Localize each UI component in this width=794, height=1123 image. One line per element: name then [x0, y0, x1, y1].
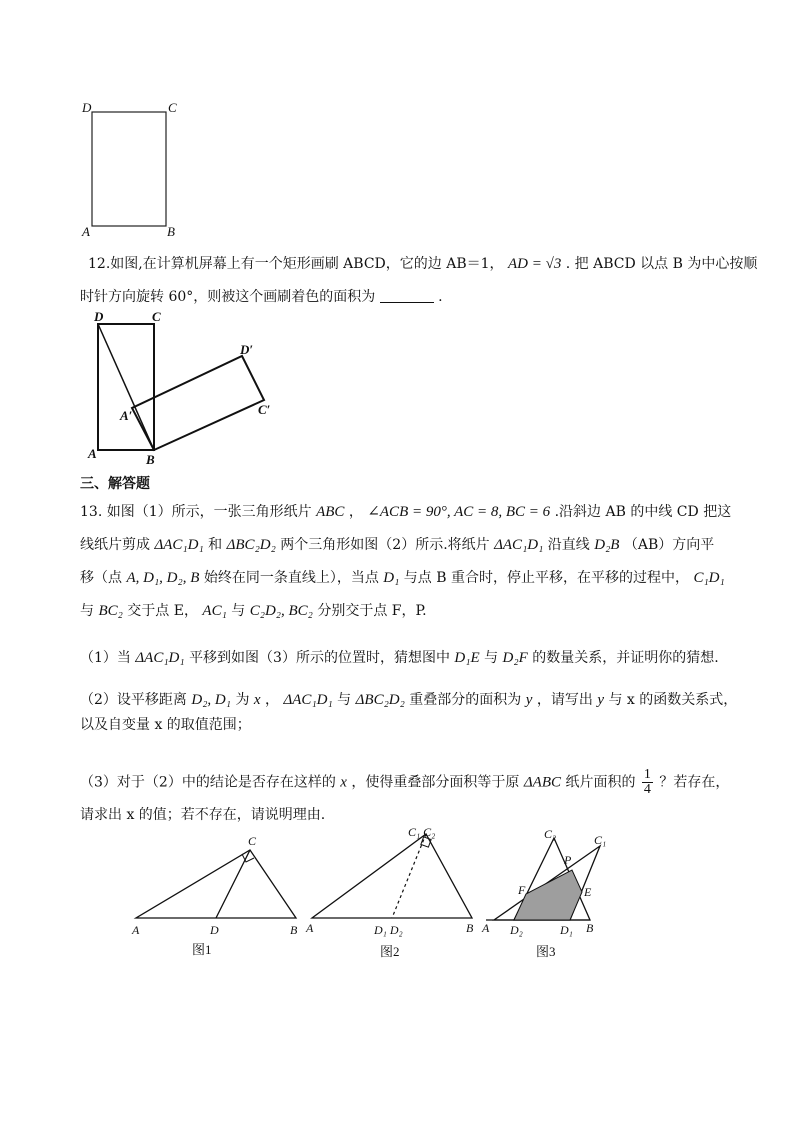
q12-text-b: . 把 ABCD 以点 B 为中心按顺	[565, 256, 758, 272]
q12-math-ad: AD = √3	[507, 256, 562, 272]
fig3-D1: D₁	[560, 923, 573, 937]
p3-a: （3）对于（2）中的结论是否存在这样的	[80, 774, 336, 791]
fig12-C: C	[152, 309, 161, 324]
p2-m2: x	[253, 692, 261, 708]
p3-c: 纸片面积的	[565, 774, 636, 791]
q13-l2-e: （AB）方向平	[623, 537, 715, 553]
q13-l2-m1: ΔAC₁D₁	[154, 537, 204, 553]
fig3-C1: C₁	[594, 833, 607, 847]
figure-3	[480, 826, 620, 966]
q13-l2-d: 沿直线	[547, 537, 590, 553]
fig2-B: B	[466, 921, 474, 935]
fig1-caption: 图1	[192, 942, 212, 957]
q12-line1	[88, 254, 757, 274]
fig2-caption: 图2	[380, 944, 400, 959]
fig1-triangle-abc	[136, 850, 296, 918]
q13-l3-m2: D₁	[383, 570, 400, 586]
q13-l1-m1: ABC	[316, 504, 345, 520]
frac-num: 1	[643, 767, 651, 782]
fraction-one-quarter	[642, 768, 653, 797]
frac-den: 4	[643, 782, 651, 797]
label-C: C	[168, 100, 177, 115]
q13-line3	[80, 568, 725, 588]
label-D: D	[82, 100, 92, 115]
q12-text-a: 12.如图,在计算机屏幕上有一个矩形画刷 ABCD，它的边 AB＝1，	[88, 256, 504, 272]
fig12-D: D	[94, 309, 104, 324]
q13-part1	[80, 648, 719, 668]
q13-l4-c: 与	[231, 603, 246, 619]
q13-l4-b: 交于点 E，	[127, 603, 198, 619]
fig12-B: B	[146, 452, 155, 467]
q13-l2-m3: ΔAC₁D₁	[494, 537, 544, 553]
rectangle-abcd	[92, 112, 166, 226]
fig3-A: A	[482, 921, 490, 935]
q13-l3-b: 始终在同一条直线上），当点	[203, 570, 379, 586]
fig3-E: E	[584, 885, 592, 899]
fig12-Dp: D′	[240, 342, 254, 357]
p2-g: 与 x 的函数关系式，	[608, 692, 738, 708]
q13-l4-m3: C₂D₂, BC₂	[249, 603, 313, 619]
p1-b: 平移到如图（3）所示的位置时，猜想图中	[189, 650, 450, 666]
q13-l3-m1: A, D₁, D₂, B	[126, 570, 200, 586]
figure-2	[304, 826, 484, 966]
q13-l2-m2: ΔBC₂D₂	[226, 537, 276, 553]
fig3-caption: 图3	[536, 944, 556, 959]
p2-a: （2）设平移距离	[80, 692, 187, 708]
q12-text-d: .	[438, 289, 443, 305]
p3-b: ，使得重叠部分面积等于原	[351, 774, 520, 791]
q12-text-c: 时针方向旋转 60°，则被这个画刷着色的面积为	[80, 289, 376, 305]
p2-m1: D₂, D₁	[191, 692, 231, 708]
fig1-D: D	[210, 923, 219, 937]
p1-d: 的数量关系，并证明你的猜想.	[532, 650, 719, 666]
q13-l2-m4: D₂B	[594, 537, 620, 553]
fig3-F: F	[518, 883, 526, 897]
q13-line4	[80, 601, 427, 621]
p2-d: 与	[337, 692, 352, 708]
q13-line1	[80, 502, 731, 522]
fig1-C: C	[248, 834, 257, 848]
q13-l1-c: .沿斜边 AB 的中线 CD 把这	[554, 504, 732, 520]
q13-part3-line2: 请求出 x 的值；若不存在，请说明理由.	[80, 807, 326, 823]
q13-l2-b: 和	[208, 537, 223, 553]
figure-1	[128, 830, 308, 965]
diagonal-db	[98, 324, 154, 450]
section-title: 三、解答题	[80, 476, 150, 492]
p2-m4: ΔBC₂D₂	[355, 692, 405, 708]
q13-l4-a: 与	[80, 603, 94, 619]
p2-f: ，请写出	[536, 692, 593, 708]
p3-d: ？若存在，	[659, 774, 730, 791]
rect-rotated	[132, 356, 264, 450]
p2-m3: ΔAC₁D₁	[283, 692, 333, 708]
fig12-Ap: A′	[120, 408, 133, 423]
fig2-C1C2: C₁ C₂	[408, 826, 436, 839]
fig1-A: A	[132, 923, 140, 937]
fig3-D2: D₂	[510, 923, 523, 937]
p1-m2: D₁E	[454, 650, 480, 666]
p1-c: 与	[484, 650, 499, 666]
p1-m1: ΔAC₁D₁	[135, 650, 185, 666]
fig12-Cp: C′	[258, 402, 271, 417]
p3-m2: ΔABC	[523, 774, 561, 791]
fig2-D1D2: D₁ D₂	[374, 923, 403, 937]
fig3-C2: C₂	[544, 827, 557, 841]
q13-l1-b: ，	[348, 504, 363, 520]
q13-l4-m2: AC₁	[202, 603, 227, 619]
q13-l4-m1: BC₂	[98, 603, 123, 619]
q13-l2-a: 线纸片剪成	[80, 537, 150, 553]
p3-m1: x	[340, 774, 347, 791]
q13-part3	[80, 768, 729, 797]
q13-l3-a: 移（点	[80, 570, 122, 586]
answer-blank[interactable]	[380, 288, 434, 303]
fig12-A: A	[88, 446, 97, 461]
fig1-B: B	[290, 923, 298, 937]
q13-l3-m3: C₁D₁	[693, 570, 725, 586]
p2-b: 为	[235, 692, 250, 708]
q13-part2	[80, 690, 737, 710]
p1-a: （1）当	[80, 650, 131, 666]
q13-l3-c: 与点 B 重合时，停止平移，在平移的过程中，	[403, 570, 689, 586]
label-B: B	[167, 224, 175, 239]
figure-rotated-rectangle	[80, 308, 280, 468]
p2-m6: y	[597, 692, 604, 708]
q13-l1-m2: ∠ACB = 90°, AC = 8, BC = 6	[367, 504, 551, 520]
q13-l4-d: 分别交于点 F，P.	[317, 603, 427, 619]
p1-m3: D₂F	[502, 650, 528, 666]
q13-l1-a: 13. 如图（1）所示，一张三角形纸片	[80, 504, 312, 520]
p2-e: 重叠部分的面积为	[409, 692, 522, 708]
fig3-B: B	[586, 921, 594, 935]
q13-part2-line2: 以及自变量 x 的取值范围；	[80, 717, 251, 733]
fig2-A: A	[306, 921, 314, 935]
fig2-triangle	[312, 834, 472, 918]
q12-line2	[80, 287, 443, 307]
label-A: A	[82, 224, 90, 239]
p2-c: ，	[265, 692, 280, 708]
p2-m5: y	[525, 692, 533, 708]
q13-line2	[80, 535, 714, 555]
figure-rectangle-abcd	[80, 96, 190, 241]
fig3-P: P	[564, 853, 572, 867]
q13-l2-c: 两个三角形如图（2）所示.将纸片	[280, 537, 490, 553]
